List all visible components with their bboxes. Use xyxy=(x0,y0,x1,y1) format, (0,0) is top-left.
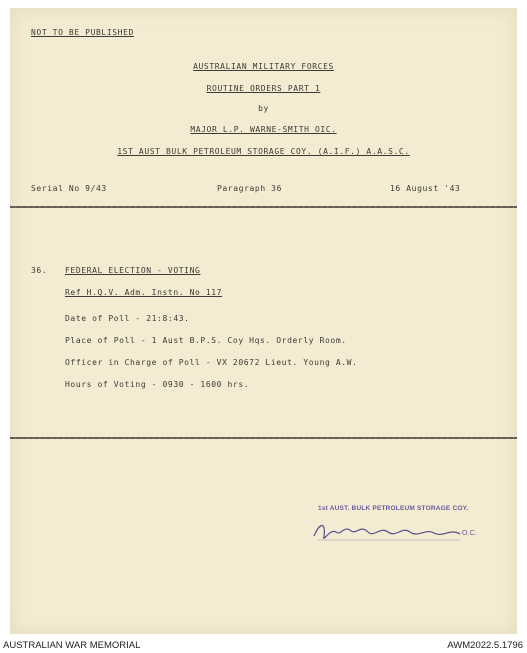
serial-number: Serial No 9/43 xyxy=(31,184,107,193)
document-page xyxy=(10,8,517,634)
paragraph-number: Paragraph 36 xyxy=(217,184,282,193)
order-date: 16 August '43 xyxy=(390,184,461,193)
heading-officer: MAJOR L.P. WARNE-SMITH OIC. xyxy=(190,125,337,134)
heading-line-2: ROUTINE ORDERS PART 1 xyxy=(206,84,321,93)
heading-unit: 1ST AUST BULK PETROLEUM STORAGE COY. (A.I.F.) A.A.S.C. xyxy=(117,147,410,156)
divider-bottom xyxy=(10,437,517,439)
footer-institution: AUSTRALIAN WAR MEMORIAL xyxy=(3,640,141,651)
poll-place: Place of Poll - 1 Aust B.P.S. Coy Hqs. Orderly Room. xyxy=(65,336,347,345)
item-title: FEDERAL ELECTION - VOTING xyxy=(65,266,201,275)
stamp-oc: O.C. xyxy=(462,530,478,537)
item-number: 36. xyxy=(31,266,48,275)
heading-by: by xyxy=(258,104,269,113)
poll-officer: Officer in Charge of Poll - VX 20672 Lieut. Young A.W. xyxy=(65,358,358,367)
restriction-notice: NOT TO BE PUBLISHED xyxy=(31,28,134,37)
heading-line-1: AUSTRALIAN MILITARY FORCES xyxy=(193,62,334,71)
footer-accession: AWM2022.5.1796 xyxy=(447,640,523,651)
poll-date: Date of Poll - 21:8:43. xyxy=(65,314,190,323)
item-reference: Ref H.Q.V. Adm. Instn. No 117 xyxy=(65,288,223,297)
divider-top xyxy=(10,206,517,208)
unit-stamp: 1st AUST. BULK PETROLEUM STORAGE COY. xyxy=(318,505,469,512)
voting-hours: Hours of Voting - 0930 - 1600 hrs. xyxy=(65,380,250,389)
